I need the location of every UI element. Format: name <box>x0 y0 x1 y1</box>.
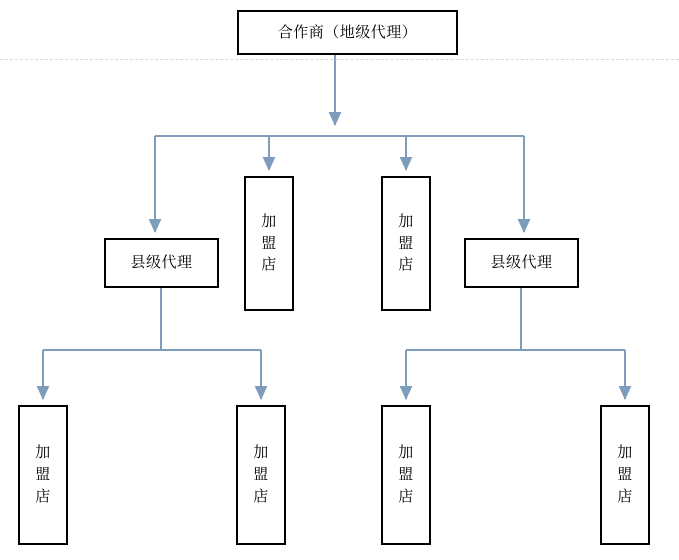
node-store-bottom-2[interactable] <box>236 405 286 545</box>
node-store-bottom-4-label: 加盟店 <box>617 443 633 505</box>
node-store-bottom-4[interactable] <box>600 405 650 545</box>
node-county-agent-left[interactable] <box>104 238 219 288</box>
page-divider <box>0 59 679 60</box>
node-store-bottom-2-label: 加盟店 <box>253 443 269 505</box>
node-store-mid-right[interactable] <box>381 176 431 311</box>
node-county-agent-left-label: 县级代理 <box>130 253 193 272</box>
node-store-bottom-3-label: 加盟店 <box>398 443 414 505</box>
node-store-bottom-1-label: 加盟店 <box>35 443 51 505</box>
node-county-agent-right-label: 县级代理 <box>490 253 553 272</box>
node-partner-label: 合作商（地级代理） <box>277 22 418 41</box>
node-store-bottom-3[interactable] <box>381 405 431 545</box>
node-store-mid-right-label: 加盟店 <box>398 211 414 274</box>
node-store-mid-left-label: 加盟店 <box>261 211 277 274</box>
node-store-mid-left[interactable] <box>244 176 294 311</box>
node-store-bottom-1[interactable] <box>18 405 68 545</box>
node-partner[interactable] <box>237 10 458 55</box>
node-county-agent-right[interactable] <box>464 238 579 288</box>
